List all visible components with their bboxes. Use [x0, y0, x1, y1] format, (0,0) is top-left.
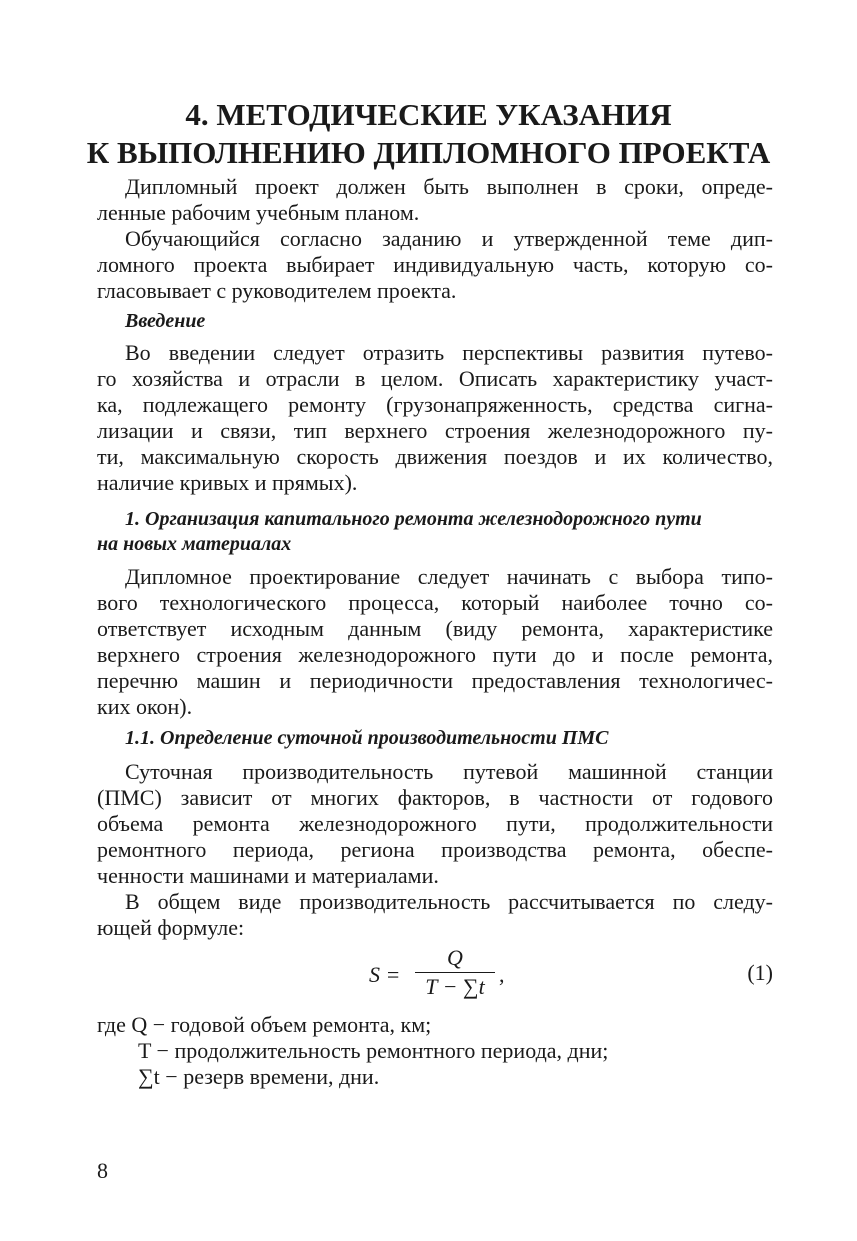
text-line: ющей формуле:	[97, 915, 245, 940]
text-line: Суточная производительность путевой машинной станции	[125, 759, 773, 784]
paragraph-individual-part	[97, 226, 773, 304]
paragraph-pms-productivity	[97, 759, 773, 889]
formula-number: (1)	[747, 960, 773, 985]
paragraph-formula-intro	[97, 889, 773, 941]
heading-section-1	[97, 507, 773, 557]
heading-text: на новых материалах	[97, 533, 292, 555]
text-line: верхнего строения железнодорожного пути до и после ремонта,	[97, 642, 773, 667]
text-line: лизации и связи, тип верхнего строения железнодорожного пу-	[97, 418, 773, 443]
heading-introduction	[97, 309, 773, 334]
formula-lhs: S =	[369, 962, 401, 987]
chapter-title-line-1: 4. МЕТОДИЧЕСКИЕ УКАЗАНИЯ	[185, 97, 672, 132]
text-line: ремонтного периода, региона производства ремонта, обеспе-	[97, 837, 773, 862]
formula-comma: ,	[499, 962, 505, 987]
text-line: го хозяйства и отрасли в целом. Описать характеристику участ-	[97, 366, 773, 391]
text-line: перечню машин и периодичности предоставления технологичес-	[97, 668, 773, 693]
paragraph-deadline	[97, 174, 773, 226]
page-number: 8	[97, 1158, 108, 1183]
text-line: (ПМС) зависит от многих факторов, в частности от годового	[97, 785, 773, 810]
text-line: наличие кривых и прямых).	[97, 470, 358, 495]
formula-fraction	[413, 944, 497, 1001]
text-line: Обучающийся согласно заданию и утвержденной теме дип-	[125, 226, 773, 251]
text-line: ка, подлежащего ремонту (грузонапряженность, средства сигна-	[97, 392, 773, 417]
definition-sum-t: ∑t − резерв времени, дни.	[138, 1064, 380, 1089]
text-line: ответствует исходным данным (виду ремонта, характеристике	[97, 616, 773, 641]
heading-text: 1.1. Определение суточной производительности ПМС	[125, 727, 609, 749]
formula-numerator: Q	[447, 945, 463, 970]
text-line: Дипломное проектирование следует начинать с выбора типо-	[125, 564, 773, 589]
text-line: ломного проекта выбирает индивидуальную часть, которую со-	[97, 252, 773, 277]
formula-1	[97, 944, 773, 1004]
paragraph-introduction	[97, 340, 773, 496]
heading-section-1-1	[97, 726, 773, 751]
text-line: гласовывает с руководителем проекта.	[97, 278, 457, 303]
paragraph-section-1	[97, 564, 773, 720]
text-line: вого технологического процесса, который наиболее точно со-	[97, 590, 773, 615]
chapter-title-line-2: К ВЫПОЛНЕНИЮ ДИПЛОМНОГО ПРОЕКТА	[86, 135, 771, 170]
definition-q: где Q − годовой объем ремонта, км;	[97, 1012, 432, 1037]
heading-text: Введение	[125, 310, 206, 332]
definition-t: T − продолжительность ремонтного периода, дни;	[138, 1038, 609, 1063]
text-line: Дипломный проект должен быть выполнен в сроки, опреде-	[125, 174, 773, 199]
formula-definitions	[97, 1012, 773, 1090]
text-line: ких окон).	[97, 694, 193, 719]
text-line: ленные рабочим учебным планом.	[97, 200, 420, 225]
text-line: В общем виде производительность рассчитывается по следу-	[125, 889, 773, 914]
text-line: ченности машинами и материалами.	[97, 863, 439, 888]
formula-denominator: T − ∑t	[425, 974, 485, 999]
heading-text: 1. Организация капитального ремонта железнодорожного пути	[125, 508, 702, 530]
chapter-title	[80, 96, 777, 172]
text-line: ти, максимальную скорость движения поездов и их количество,	[97, 444, 773, 469]
text-line: объема ремонта железнодорожного пути, продолжительности	[97, 811, 773, 836]
text-line: Во введении следует отразить перспективы развития путево-	[125, 340, 773, 365]
